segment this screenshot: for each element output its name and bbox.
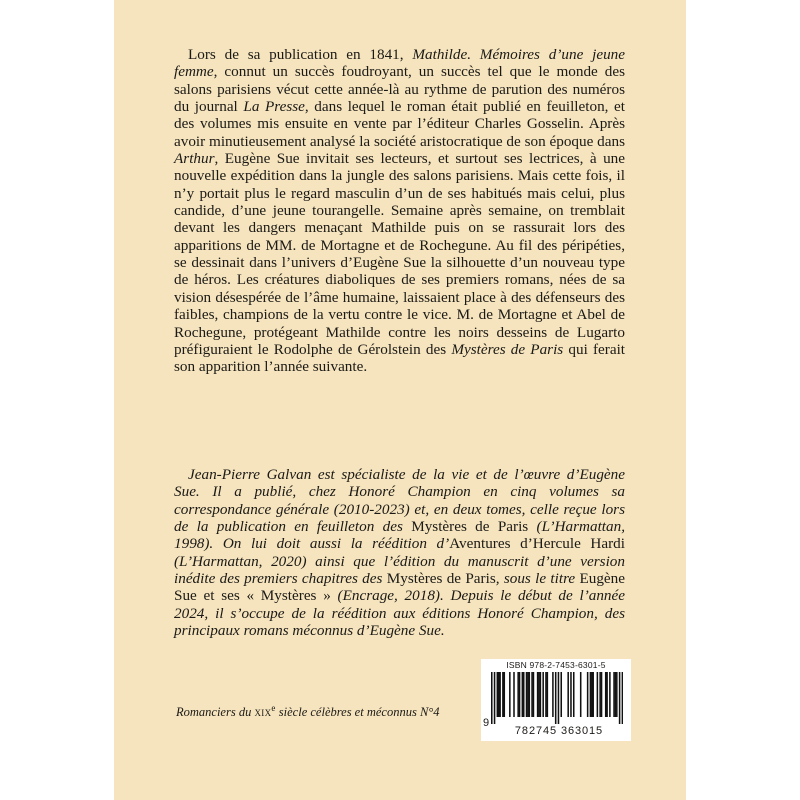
- barcode-bar: [494, 672, 496, 724]
- author-bio-paragraph: [174, 466, 625, 639]
- bio-title-3: Mystères de Paris: [386, 570, 496, 588]
- barcode-bar: [519, 672, 521, 717]
- bio-text-3: (L’Harmattan, 2020) ainsi que l’édition du manuscrit d’une version inédite des premiers chapitres des: [174, 552, 625, 588]
- barcode-bar: [538, 672, 540, 717]
- bio-text-1: Jean-Pierre Galvan est spécialiste de la vie et de l’œuvre d’Eugène Sue. Il a publié, chez Honoré Champion en cinq volumes sa correspondance générale (2010-2023) et, en deux tomes, celle reçue lors de la publication en feuilleton des: [174, 466, 625, 536]
- bio-text-2: (L’Harmattan, 1998). On lui doit aussi la réédition d’: [174, 518, 626, 553]
- bio-title-2: Aventures d’Hercule Hardi: [449, 535, 625, 553]
- series-century-suffix: e: [271, 703, 276, 713]
- barcode-bar: [533, 672, 535, 717]
- barcode-bar: [555, 672, 557, 724]
- barcode-bar: [590, 672, 592, 717]
- barcode-bar: [609, 672, 611, 717]
- barcode-bar: [517, 672, 519, 717]
- barcode-bar: [605, 672, 607, 717]
- bio-title-4: Eugène Sue et ses « Mystères »: [174, 570, 626, 605]
- barcode-bar: [613, 672, 615, 717]
- summary-text-4: , Eugène Sue invitait ses lecteurs, et surtout ses lectrices, à une nouvelle expédition dans la jungle des salons parisiens. Mais cette fois, il n’y portait plus le regard masculin d’un de ses habitués mais celui, plus candide, d’une jeune tourangelle. Semaine après semaine, on tremblait devant les dangers menaçant Mathilde puis on se rassurait lors des apparitions de MM. de Mortagne et de Rochegune. Au fil des péripéties, se dessinait dans l’univers d’Eugène Sue la silhouette d’un nouveau type de héros. Les créatures diaboliques de ses premiers romans, nées de sa vision désespérée de l’âme humaine, laissaient place à des défenseurs des faibles, champions de la vertu contre le vice. M. de Mortagne et Abel de Rochegune, protégeant Mathilde contre les noirs desseins de Lugarto préfiguraient le Rodolphe de Gérolstein des: [174, 150, 625, 358]
- bio-title-1: Mystères de Paris: [411, 518, 529, 536]
- barcode-bar: [531, 672, 533, 717]
- barcode-bar: [526, 672, 528, 717]
- novel-title-arthur: Arthur: [174, 150, 215, 168]
- barcode-bar: [570, 672, 572, 717]
- barcode-bar: [619, 672, 621, 724]
- barcode-bar: [573, 672, 575, 717]
- series-line: [176, 703, 440, 720]
- barcode-bar: [513, 672, 515, 717]
- back-cover: [114, 0, 686, 800]
- barcode-bar: [527, 672, 529, 717]
- barcode-bar: [537, 672, 539, 717]
- barcode-bar: [567, 672, 569, 717]
- series-prefix: Romanciers du: [176, 705, 252, 720]
- barcode-bar: [580, 672, 582, 717]
- barcode-bar: [523, 672, 525, 717]
- barcode-bar: [498, 672, 500, 717]
- barcode-bar: [529, 672, 531, 717]
- barcode-bar: [558, 672, 560, 724]
- barcode-panel: [481, 659, 631, 741]
- barcode-bar: [615, 672, 617, 717]
- summary-text-1: Lors de sa publication en 1841,: [188, 46, 404, 63]
- barcode-bars: [491, 672, 623, 724]
- isbn-label: ISBN 978-2-7453-6301-5: [506, 660, 606, 670]
- barcode-bar: [622, 672, 623, 724]
- barcode-bar: [597, 672, 599, 717]
- barcode-bar: [587, 672, 589, 717]
- barcode-bar: [502, 672, 504, 717]
- series-suffix: siècle célèbres et méconnus N°4: [278, 705, 440, 720]
- barcode-bar: [592, 672, 594, 717]
- book-title: Mathilde. Mémoires d’une jeune femme: [174, 46, 625, 81]
- bio-text-4: , sous le titre: [495, 570, 576, 588]
- barcode-bar: [606, 672, 608, 717]
- novel-title-mysteres: Mystères de Paris: [451, 340, 564, 358]
- bio-text-5: (Encrage, 2018). Depuis le début de l’année 2024, il s’occupe de la réédition aux éditions Honoré Champion, des principaux romans méconnus d’Eugène Sue.: [174, 587, 626, 640]
- summary-text-5: qui ferait son apparition l’année suivante.: [174, 340, 626, 376]
- barcode-bar: [542, 672, 544, 717]
- barcode-bar: [504, 672, 506, 717]
- barcode-bar: [540, 672, 542, 717]
- barcode-bar: [599, 672, 601, 717]
- barcode-bar: [616, 672, 618, 717]
- barcode-bar: [545, 672, 547, 717]
- summary-text-3: , dans lequel le roman était publié en feuilleton, et des volumes mis ensuite en vente par l’éditeur Charles Gosselin. Après avoir minutieusement analysé la société aristocratique de son époque dans: [174, 98, 625, 150]
- barcode-bar: [509, 672, 511, 717]
- barcode-bar: [497, 672, 499, 717]
- barcode-bar: [522, 672, 524, 717]
- summary-paragraph: [174, 46, 625, 376]
- series-century: XIX: [254, 708, 272, 719]
- barcode-bar: [560, 672, 562, 717]
- ean-first-digit: 9: [483, 717, 490, 729]
- barcode-bar: [499, 672, 501, 717]
- barcode-bar: [547, 672, 549, 717]
- barcode-bar: [491, 672, 493, 724]
- barcode-bar: [552, 672, 554, 717]
- ean-digits: 782745 363015: [514, 725, 604, 737]
- barcode-bar: [591, 672, 593, 717]
- summary-text-2: , connut un succès foudroyant, un succès tel que le monde des salons parisiens vécut cette année-là au rythme de parution des numéros du journal: [174, 63, 625, 116]
- newspaper-title: La Presse: [243, 98, 305, 116]
- barcode-bar: [601, 672, 603, 717]
